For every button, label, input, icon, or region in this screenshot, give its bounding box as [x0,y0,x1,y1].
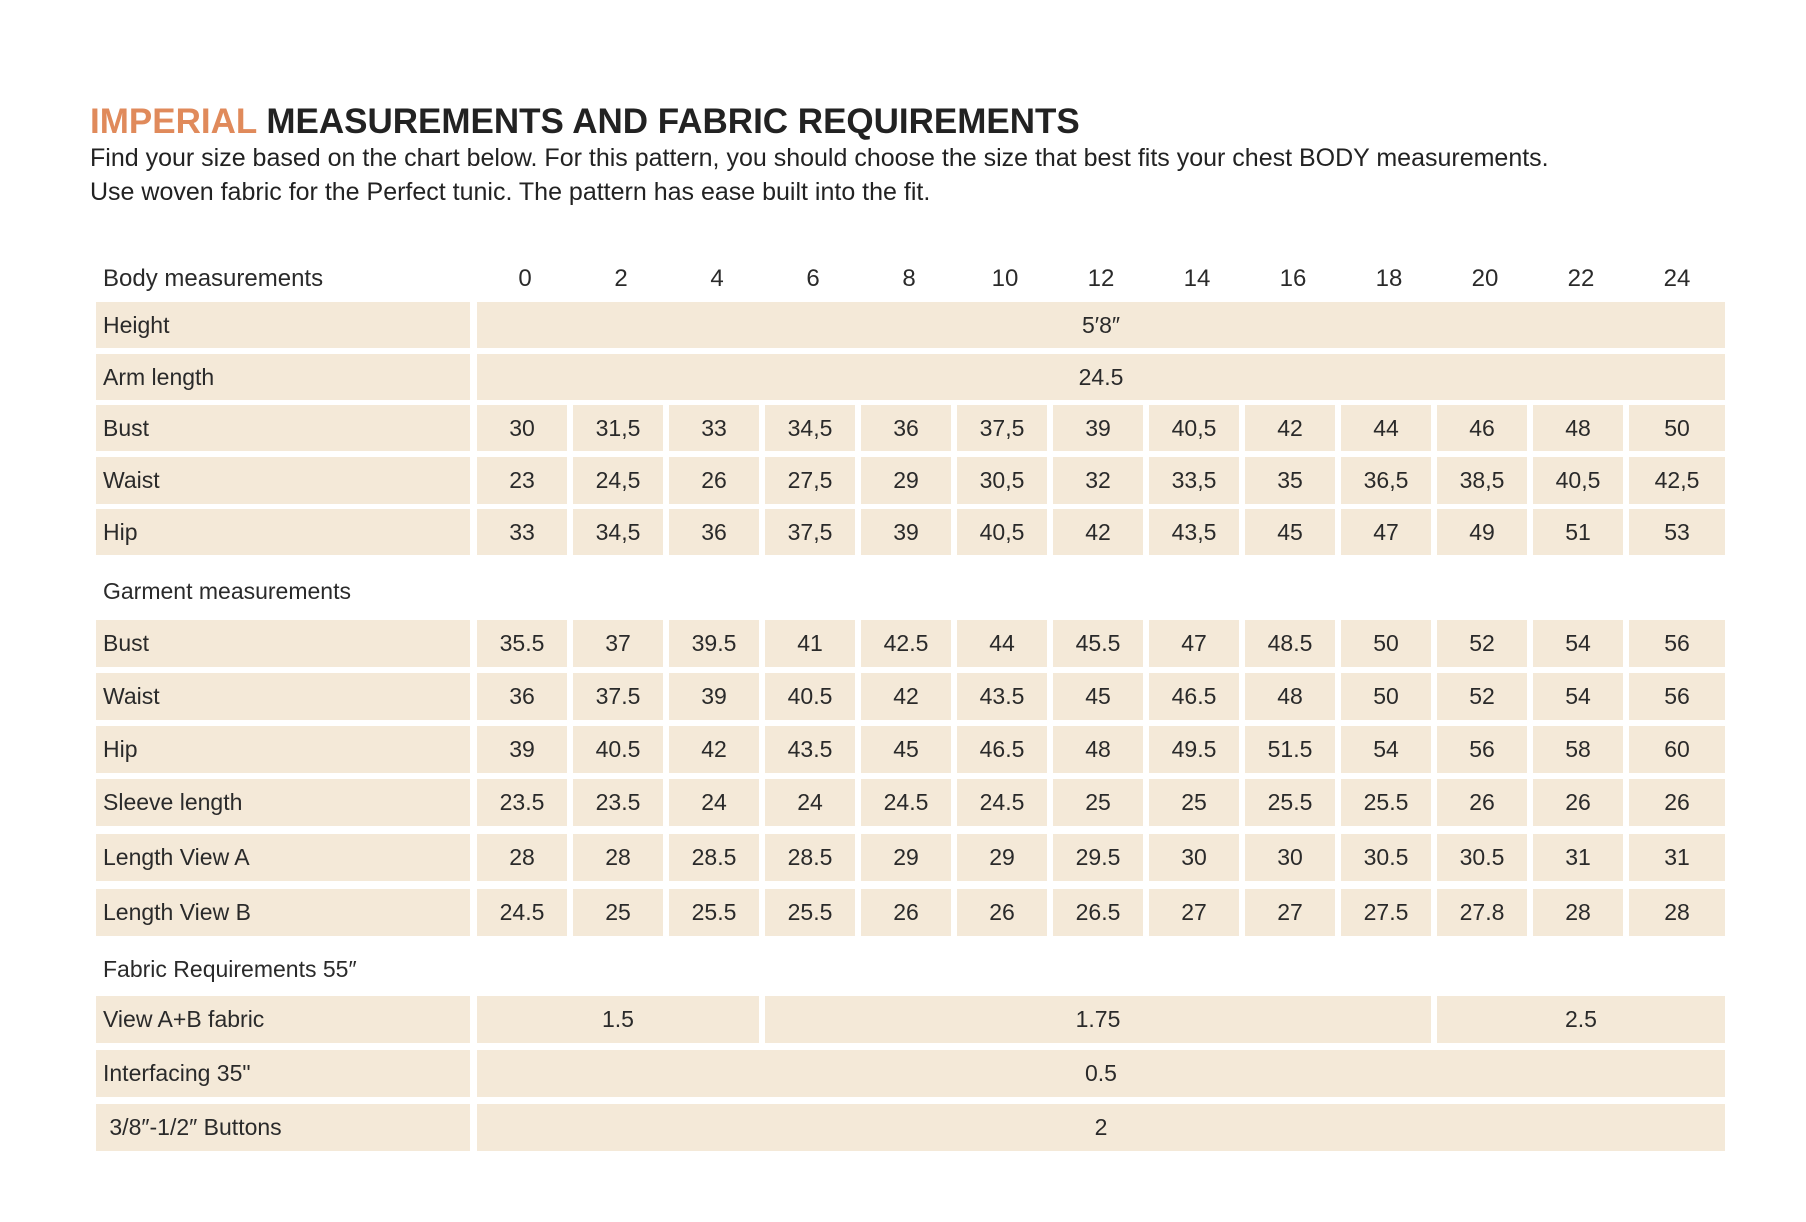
size-header: 20 [1471,265,1499,292]
table-cell: 24,5 [573,457,669,504]
table-cell: 42 [1053,509,1149,555]
row-label: 3/8″-1/2″ Buttons [96,1104,477,1151]
table-cell: 31 [1629,834,1725,881]
table-cell: 28 [477,834,573,881]
row-label: Interfacing 35" [96,1050,477,1097]
table-cell: 28.5 [765,834,861,881]
buttons-value: 2 [477,1104,1725,1151]
row-label: View A+B fabric [96,996,477,1043]
table-cell: 25 [573,889,669,936]
table-cell: 52 [1437,673,1533,720]
table-cell: 46.5 [957,726,1053,773]
table-row [96,620,1730,667]
table-cell: 29 [957,834,1053,881]
table-cell: 26 [861,889,957,936]
row-label: Bust [96,405,477,451]
table-row [96,726,1730,773]
table-cell: 40,5 [1533,457,1629,504]
table-cell: 38,5 [1437,457,1533,504]
table-cell: 26 [1437,779,1533,826]
table-cell: 40.5 [765,673,861,720]
table-cell: 58 [1533,726,1629,773]
table-cell: 49 [1437,509,1533,555]
table-cell: 40,5 [1149,405,1245,451]
garment-measurements-heading: Garment measurements [103,578,351,604]
size-header: 4 [710,265,724,292]
table-cell: 25.5 [669,889,765,936]
table-cell: 23.5 [477,779,573,826]
table-cell: 42 [669,726,765,773]
table-row [96,889,1730,936]
table-cell: 47 [1341,509,1437,555]
table-cell: 39 [1053,405,1149,451]
row-label: Waist [96,457,477,504]
table-cell: 27 [1149,889,1245,936]
table-cell: 28 [1533,889,1629,936]
table-cell: 27.5 [1341,889,1437,936]
table-cell: 48 [1245,673,1341,720]
table-row [96,673,1730,720]
table-cell: 39 [477,726,573,773]
table-cell: 40,5 [957,509,1053,555]
table-cell: 31 [1533,834,1629,881]
interfacing-value: 0.5 [477,1050,1725,1097]
table-cell: 27,5 [765,457,861,504]
table-cell: 30.5 [1437,834,1533,881]
row-label: Length View A [96,834,477,881]
table-cell: 44 [957,620,1053,667]
table-row [96,996,1730,1043]
row-label: Bust [96,620,477,667]
table-cell: 36 [669,509,765,555]
table-cell: 42,5 [1629,457,1725,504]
table-row [96,354,1730,400]
table-cell: 29 [861,457,957,504]
fabric-small-sizes-value: 1.5 [477,996,765,1043]
table-row [96,1050,1730,1097]
arm-length-value: 24.5 [477,354,1725,400]
table-cell: 24.5 [861,779,957,826]
table-cell: 29.5 [1053,834,1149,881]
row-label: Length View B [96,889,477,936]
table-cell: 26 [1533,779,1629,826]
table-cell: 30 [1149,834,1245,881]
row-label: Waist [96,673,477,720]
table-cell: 35 [1245,457,1341,504]
size-header: 2 [614,265,628,292]
body-measurements-heading: Body measurements [103,265,324,292]
table-cell: 25.5 [765,889,861,936]
table-cell: 37,5 [957,405,1053,451]
table-row [96,405,1730,451]
table-cell: 24.5 [957,779,1053,826]
table-cell: 24.5 [477,889,573,936]
size-header: 0 [518,265,532,292]
table-cell: 26 [669,457,765,504]
table-cell: 56 [1629,673,1725,720]
size-header: 14 [1183,265,1211,292]
title-accent: IMPERIAL [90,102,257,141]
table-cell: 28 [573,834,669,881]
table-cell: 45 [1053,673,1149,720]
table-cell: 34,5 [573,509,669,555]
table-cell: 23 [477,457,573,504]
title-rest: MEASUREMENTS AND FABRIC REQUIREMENTS [256,102,1080,141]
size-header: 16 [1279,265,1307,292]
table-cell: 39 [669,673,765,720]
table-cell: 28 [1629,889,1725,936]
measurements-table [96,0,1730,1222]
intro-line-1: Find your size based on the chart below. For this pattern, you should choose the size that best fits your chest BODY measurements. [90,144,1549,172]
table-cell: 33,5 [1149,457,1245,504]
size-header: 12 [1087,265,1115,292]
table-cell: 60 [1629,726,1725,773]
table-cell: 40.5 [573,726,669,773]
table-cell: 30 [1245,834,1341,881]
size-header: 18 [1375,265,1403,292]
table-cell: 29 [861,834,957,881]
table-cell: 26.5 [1053,889,1149,936]
table-cell: 25 [1053,779,1149,826]
size-header: 22 [1567,265,1595,292]
table-cell: 30,5 [957,457,1053,504]
table-cell: 41 [765,620,861,667]
table-cell: 37,5 [765,509,861,555]
table-cell: 26 [957,889,1053,936]
table-cell: 50 [1341,673,1437,720]
table-row [96,509,1730,555]
table-cell: 27 [1245,889,1341,936]
table-cell: 51 [1533,509,1629,555]
table-cell: 45.5 [1053,620,1149,667]
table-cell: 31,5 [573,405,669,451]
table-cell: 24 [765,779,861,826]
table-cell: 49.5 [1149,726,1245,773]
size-header: 10 [991,265,1019,292]
table-cell: 37 [573,620,669,667]
table-cell: 37.5 [573,673,669,720]
table-cell: 36 [477,673,573,720]
table-cell: 54 [1341,726,1437,773]
table-cell: 46 [1437,405,1533,451]
table-cell: 35.5 [477,620,573,667]
size-header: 24 [1663,265,1691,292]
table-cell: 33 [477,509,573,555]
table-cell: 45 [1245,509,1341,555]
table-cell: 25.5 [1341,779,1437,826]
table-cell: 51.5 [1245,726,1341,773]
table-cell: 39 [861,509,957,555]
table-cell: 52 [1437,620,1533,667]
table-cell: 42 [861,673,957,720]
fabric-requirements-heading: Fabric Requirements 55″ [103,956,357,982]
table-cell: 56 [1629,620,1725,667]
table-cell: 36 [861,405,957,451]
table-cell: 53 [1629,509,1725,555]
table-cell: 33 [669,405,765,451]
row-label: Arm length [96,354,477,400]
table-cell: 45 [861,726,957,773]
table-cell: 42.5 [861,620,957,667]
table-cell: 54 [1533,673,1629,720]
table-cell: 48 [1053,726,1149,773]
height-value: 5′8″ [477,302,1725,348]
table-row [96,302,1730,348]
table-cell: 48 [1533,405,1629,451]
table-cell: 25.5 [1245,779,1341,826]
table-cell: 24 [669,779,765,826]
row-label: Height [96,302,477,348]
table-cell: 48.5 [1245,620,1341,667]
table-row [96,457,1730,504]
table-cell: 39.5 [669,620,765,667]
size-header: 6 [806,265,820,292]
table-cell: 43.5 [957,673,1053,720]
table-cell: 28.5 [669,834,765,881]
table-cell: 23.5 [573,779,669,826]
row-label: Hip [96,726,477,773]
table-cell: 56 [1437,726,1533,773]
table-cell: 47 [1149,620,1245,667]
intro-line-2: Use woven fabric for the Perfect tunic. The pattern has ease built into the fit. [90,178,931,206]
table-cell: 43,5 [1149,509,1245,555]
table-cell: 32 [1053,457,1149,504]
table-row [96,779,1730,826]
table-cell: 43.5 [765,726,861,773]
table-cell: 25 [1149,779,1245,826]
table-row [96,834,1730,881]
table-cell: 42 [1245,405,1341,451]
table-cell: 30 [477,405,573,451]
table-cell: 27.8 [1437,889,1533,936]
table-cell: 54 [1533,620,1629,667]
size-header: 8 [902,265,916,292]
table-cell: 36,5 [1341,457,1437,504]
row-label: Hip [96,509,477,555]
fabric-large-sizes-value: 2.5 [1437,996,1725,1043]
table-row [96,1104,1730,1151]
table-cell: 30.5 [1341,834,1437,881]
table-cell: 26 [1629,779,1725,826]
table-cell: 46.5 [1149,673,1245,720]
table-cell: 44 [1341,405,1437,451]
table-cell: 50 [1341,620,1437,667]
row-label: Sleeve length [96,779,477,826]
table-cell: 50 [1629,405,1725,451]
fabric-medium-sizes-value: 1.75 [765,996,1437,1043]
table-cell: 34,5 [765,405,861,451]
size-header-row [96,257,1730,301]
